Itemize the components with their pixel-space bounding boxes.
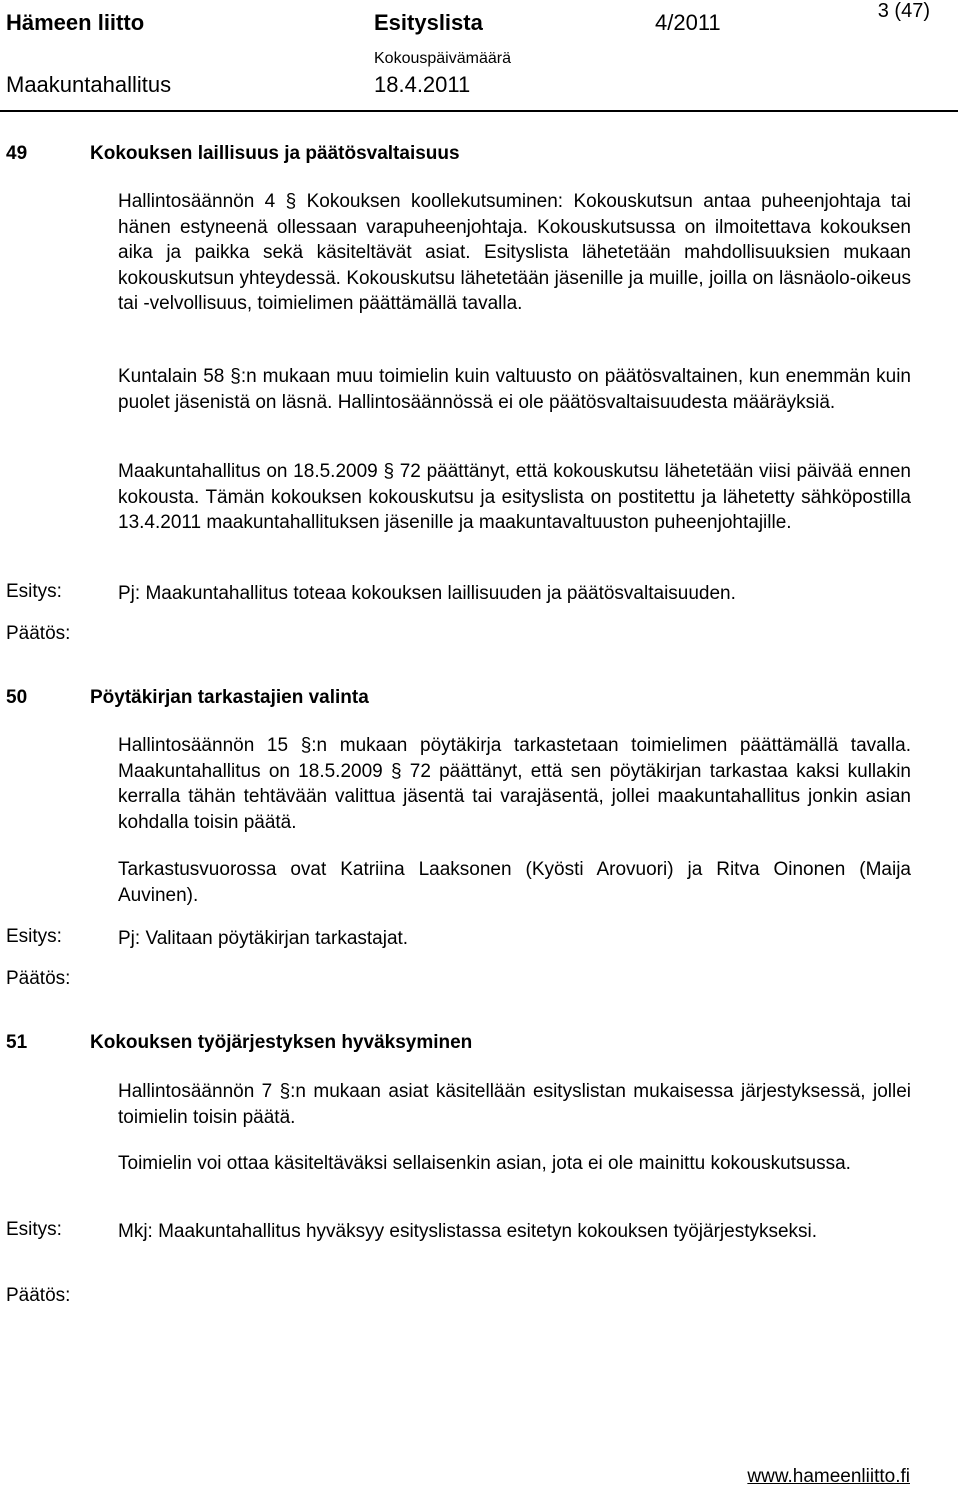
- section-49-paragraph-3: Maakuntahallitus on 18.5.2009 § 72 päättänyt, että kokouskutsu lähetetään viisi päivää ennen kokousta. Tämän kokouksen kokouskutsu ja esityslista on postitettu ja lähetetty sähköpostilla 13.4.2011 maakuntahallituksen jäsenille ja maakuntavaltuuston puheenjohtajille.: [118, 461, 911, 533]
- section-49-paragraph-1: Hallintosäännön 4 § Kokouksen koollekutsuminen: Kokouskutsun antaa puheenjohtaja tai hänen estyneenä ollessaan varapuheenjohtaja. Kokouskutsussa on ilmoitettava kokouksen aika ja paikka sekä käsiteltävät asiat. Esityslista lähetetään mahdollisuuksien mukaan kokouskutsun yhteydessä. Kokouskutsu lähetetään jäsenille ja muille, joilla on läsnäolo-oikeus tai -velvollisuus, toimielimen päättämällä tavalla.: [118, 191, 911, 314]
- section-51-paragraph-2: Toimielin voi ottaa käsiteltäväksi sellaisenkin asian, jota ei ole mainittu kokouskutsussa.: [118, 1153, 851, 1174]
- section-49-proposal-label: Esitys:: [6, 581, 62, 602]
- section-50-proposal: Pj: Valitaan pöytäkirjan tarkastajat.: [118, 928, 409, 949]
- section-49-paragraph-2: Kuntalain 58 §:n mukaan muu toimielin kuin valtuusto on päätösvaltainen, kun enemmän kuin puolet jäsenistä on läsnä. Hallintosäännössä ei ole päätösvaltaisuudesta määräyksiä.: [118, 366, 911, 413]
- section-heading: Kokouksen laillisuus ja päätösvaltaisuus: [90, 143, 460, 164]
- section-49-title: [6, 143, 460, 165]
- section-49-decision-label: Päätös:: [6, 623, 71, 644]
- section-number: 51: [6, 1032, 28, 1053]
- header-date-label: Kokouspäivämäärä: [374, 50, 511, 67]
- section-50-decision-label: Päätös:: [6, 968, 71, 989]
- footer-website-link[interactable]: www.hameenliitto.fi: [747, 1466, 910, 1487]
- section-51-title: [6, 1032, 472, 1054]
- section-number: 50: [6, 687, 28, 708]
- section-51-proposal-label: Esitys:: [6, 1219, 62, 1240]
- section-number: 49: [6, 143, 28, 164]
- header-org: Hämeen liitto: [6, 10, 145, 35]
- section-50-title: [6, 687, 369, 709]
- section-51-proposal: Mkj: Maakuntahallitus hyväksyy esityslistassa esitetyn kokouksen työjärjestykseksi.: [118, 1221, 818, 1242]
- section-51-decision-label: Päätös:: [6, 1285, 71, 1306]
- section-50-paragraph-1: Hallintosäännön 15 §:n mukaan pöytäkirja tarkastetaan toimielimen päättämällä tavalla. Maakuntahallitus on 18.5.2009 § 72 päättänyt, että sen pöytäkirjan tarkastaa kaksi kullakin kerralla tähän tehtävään valittua jäsentä tai varajäsentä, jollei maakuntahallitus jonkin asian kohdalla toisin päätä.: [118, 735, 911, 833]
- header-doc-number: 4/2011: [655, 10, 721, 35]
- section-heading: Pöytäkirjan tarkastajien valinta: [90, 687, 369, 708]
- header-doc-type: Esityslista: [374, 10, 483, 35]
- header-rule: [0, 110, 958, 112]
- section-49-proposal: Pj: Maakuntahallitus toteaa kokouksen laillisuuden ja päätösvaltaisuuden.: [118, 583, 736, 604]
- section-51-paragraph-1: Hallintosäännön 7 §:n mukaan asiat käsitellään esityslistan mukaisessa järjestyksessä, jollei toimielin toisin päätä.: [118, 1081, 911, 1128]
- header-page-number: 3 (47): [877, 0, 930, 22]
- section-heading: Kokouksen työjärjestyksen hyväksyminen: [90, 1032, 473, 1053]
- section-50-proposal-label: Esitys:: [6, 926, 62, 947]
- section-50-paragraph-2: Tarkastusvuorossa ovat Katriina Laaksonen (Kyösti Arovuori) ja Ritva Oinonen (Maija Auvinen).: [118, 859, 911, 906]
- header-date: 18.4.2011: [374, 72, 471, 97]
- header-body: Maakuntahallitus: [6, 72, 172, 97]
